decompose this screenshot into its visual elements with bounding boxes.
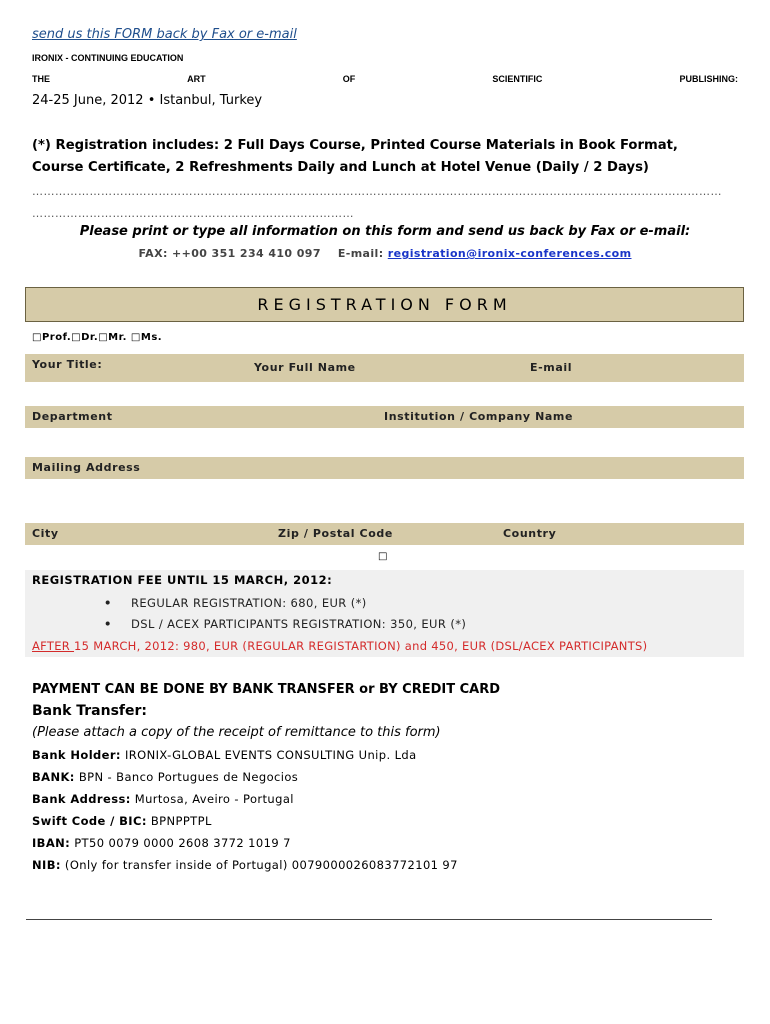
after-text: 15 MARCH, 2012: 980, EUR (REGULAR REGISTARTION) and 450, EUR (DSL/ACEX PARTICIPANTS)	[74, 639, 648, 653]
city-label: City	[32, 527, 59, 540]
late-fee-note	[32, 639, 647, 653]
subtitle-word: PUBLISHING:	[679, 74, 738, 84]
checkbox[interactable]: □	[378, 551, 388, 562]
bank-line-value: BPN - Banco Portugues de Negocios	[74, 770, 299, 784]
bank-line-label: Swift Code / BIC:	[32, 814, 147, 828]
subtitle-word: THE	[32, 74, 50, 84]
your-title-label: Your Title:	[32, 358, 103, 371]
bank-line-label: IBAN:	[32, 836, 71, 850]
registration-form-title: REGISTRATION FORM	[25, 287, 744, 322]
nib-line	[32, 858, 458, 872]
bank-line-label: BANK:	[32, 770, 75, 784]
payment-heading: PAYMENT CAN BE DONE BY BANK TRANSFER or BY CREDIT CARD	[32, 682, 501, 697]
subtitle-word: SCIENTIFIC	[492, 74, 543, 84]
fee-item-text: DSL / ACEX PARTICIPANTS REGISTRATION: 350, EUR (*)	[131, 617, 467, 631]
bullet: •	[104, 596, 112, 610]
print-instructions: Please print or type all information on this form and send us back by Fax or e-mail:	[79, 224, 691, 239]
bank-line-value: Murtosa, Aveiro - Portugal	[130, 792, 294, 806]
bank-name-line	[32, 770, 298, 784]
mailing-address-label: Mailing Address	[32, 461, 141, 474]
fee-item-text: REGULAR REGISTRATION: 680, EUR (*)	[131, 596, 367, 610]
bank-line-label: Bank Address:	[32, 792, 131, 806]
course-subtitle	[32, 74, 738, 84]
city-row-bar	[25, 523, 744, 545]
country-label: Country	[503, 527, 557, 540]
bank-transfer-heading: Bank Transfer:	[32, 703, 148, 719]
fee-title: REGISTRATION FEE UNTIL 15 MARCH, 2012:	[32, 573, 333, 587]
registration-includes	[32, 135, 744, 179]
attach-note: (Please attach a copy of the receipt of remittance to this form)	[32, 725, 441, 740]
bank-holder-line	[32, 748, 417, 762]
iban-line	[32, 836, 291, 850]
department-row-bar	[25, 406, 744, 428]
zip-label: Zip / Postal Code	[278, 527, 393, 540]
bank-line-value: BPNPPTPL	[146, 814, 212, 828]
name-row-bar	[25, 354, 744, 382]
bank-line-value: PT50 0079 0000 2608 3772 1019 7	[70, 836, 291, 850]
subtitle-word: ART	[187, 74, 206, 84]
dotted-line: …………………………………………………………………………	[32, 207, 354, 220]
organization-name: IRONIX - CONTINUING EDUCATION	[32, 53, 184, 63]
includes-line: Course Certificate, 2 Refreshments Daily and Lunch at Hotel Venue (Daily / 2 Days)	[32, 160, 649, 175]
email-label: E-mail:	[337, 247, 384, 260]
date-location: 24-25 June, 2012 • Istanbul, Turkey	[32, 93, 263, 108]
bank-address-line	[32, 792, 294, 806]
fee-item	[104, 596, 367, 610]
registration-email-link[interactable]: registration@ironix-conferences.com	[387, 247, 632, 260]
fax-number: FAX: ++00 351 234 410 097	[138, 247, 321, 260]
contact-line	[0, 247, 770, 260]
institution-label: Institution / Company Name	[384, 410, 574, 423]
bank-line-label: Bank Holder:	[32, 748, 121, 762]
swift-line	[32, 814, 212, 828]
dotted-line: ………………………………………………………………………………………………………………………………………………………………	[32, 185, 722, 198]
dotted-lines	[32, 181, 732, 225]
fee-item	[104, 617, 466, 631]
bullet: •	[104, 617, 112, 631]
bank-line-value: IRONIX-GLOBAL EVENTS CONSULTING Unip. Lda	[120, 748, 417, 762]
after-label: AFTER	[32, 639, 75, 653]
title-checkboxes[interactable]: □Prof.□Dr.□Mr. □Ms.	[32, 332, 163, 343]
send-form-link[interactable]: send us this FORM back by Fax or e-mail	[32, 27, 297, 42]
includes-line: (*) Registration includes: 2 Full Days Course, Printed Course Materials in Book Format,	[32, 138, 678, 153]
bank-line-label: NIB:	[32, 858, 61, 872]
address-row-bar	[25, 457, 744, 479]
bank-line-value: (Only for transfer inside of Portugal) 0079000026083772101 97	[60, 858, 458, 872]
department-label: Department	[32, 410, 113, 423]
email-field-label: E-mail	[530, 361, 573, 374]
full-name-label: Your Full Name	[254, 361, 356, 374]
subtitle-word: OF	[342, 74, 356, 84]
footer-divider	[26, 919, 712, 920]
